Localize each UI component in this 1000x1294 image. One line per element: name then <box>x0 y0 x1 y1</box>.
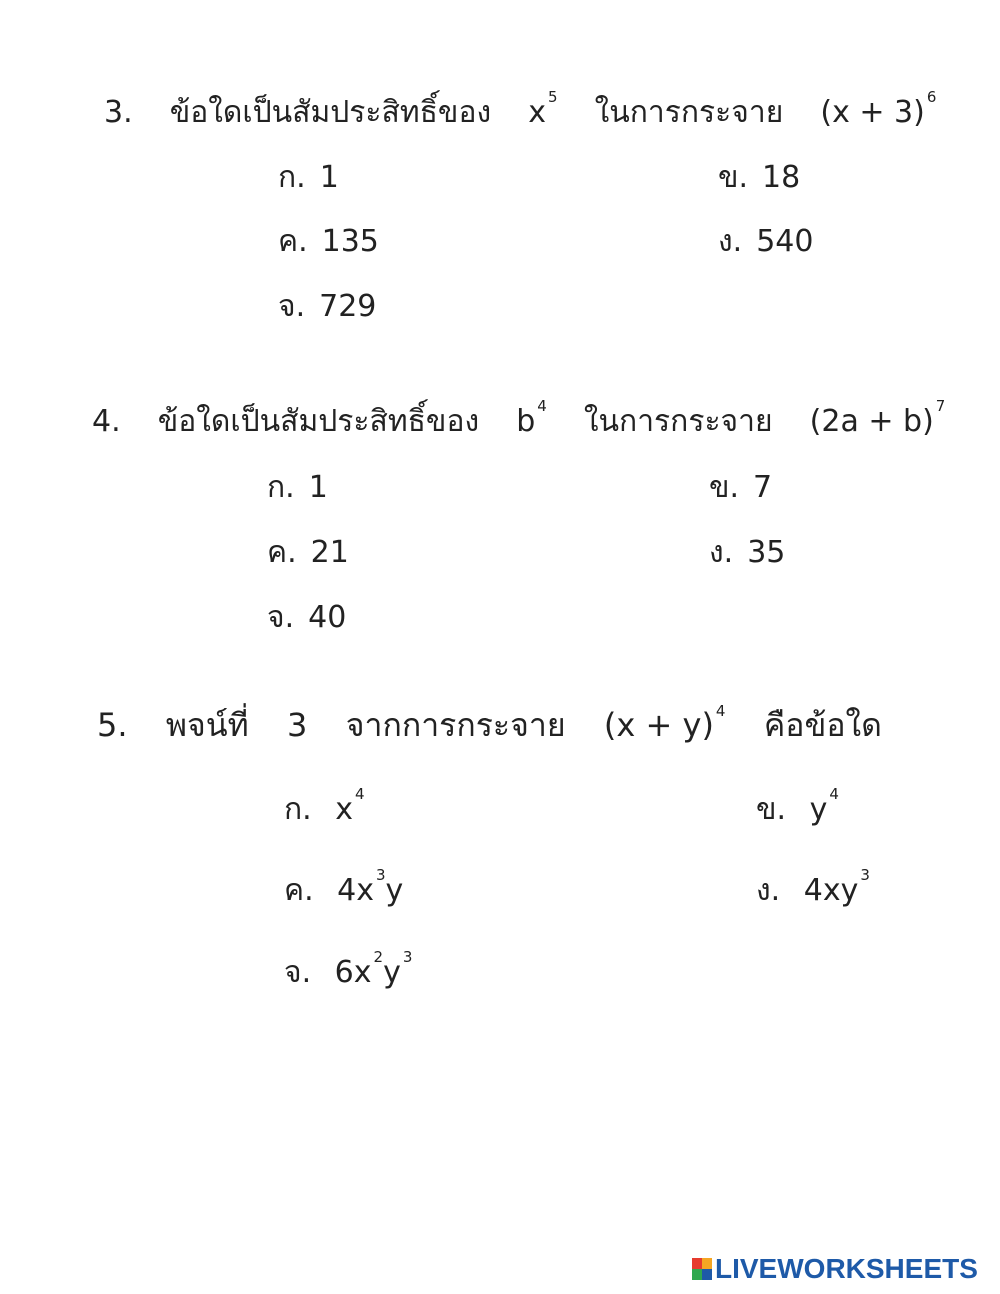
option-label: ข. <box>718 160 749 195</box>
option-exponent: 3 <box>402 948 413 966</box>
logo-square-blue <box>702 1269 712 1280</box>
option-b[interactable] <box>756 785 839 832</box>
expression: (x + 3) <box>820 95 925 130</box>
option-label: ข. <box>709 470 740 505</box>
question-3 <box>104 88 937 135</box>
option-value: 35 <box>747 535 786 570</box>
option-d[interactable] <box>756 866 870 913</box>
question-text: พจน์ที่ <box>165 706 249 744</box>
option-term: 4xy <box>803 873 859 908</box>
option-label: จ. <box>278 289 306 324</box>
option-term: y <box>809 792 828 827</box>
term-base: b <box>516 404 536 439</box>
term-exponent: 5 <box>547 88 558 106</box>
option-a[interactable] <box>267 470 328 506</box>
option-b[interactable] <box>709 470 772 506</box>
option-label: ก. <box>278 160 306 195</box>
option-term: 4x <box>337 873 374 908</box>
option-a[interactable] <box>284 785 365 832</box>
option-value: 7 <box>753 470 773 505</box>
question-number: 5. <box>97 706 128 744</box>
option-label: ค. <box>267 535 297 570</box>
option-value: 135 <box>321 224 379 259</box>
option-b[interactable] <box>718 160 800 196</box>
option-d[interactable] <box>709 535 785 571</box>
option-e[interactable] <box>284 948 413 995</box>
option-exponent: 4 <box>355 785 365 803</box>
option-value: 540 <box>756 224 814 259</box>
option-e[interactable] <box>267 600 346 636</box>
option-value: 1 <box>308 470 328 505</box>
option-exponent: 2 <box>373 948 384 966</box>
logo-square-green <box>692 1269 702 1280</box>
logo-icon <box>692 1258 712 1280</box>
option-label: ค. <box>278 224 308 259</box>
logo-text: LIVEWORKSHEETS <box>715 1253 978 1284</box>
question-text-middle: จากการกระจาย <box>345 706 566 744</box>
question-text: ข้อใดเป็นสัมประสิทธิ์ของ <box>169 95 492 130</box>
option-a[interactable] <box>278 160 339 196</box>
option-exponent: 3 <box>376 866 386 884</box>
option-value: 1 <box>319 160 339 195</box>
question-number: 4. <box>92 404 121 439</box>
expression-exponent: 4 <box>715 702 726 720</box>
option-c[interactable] <box>284 866 404 913</box>
option-term: x <box>335 792 354 827</box>
option-label: ง. <box>718 224 743 259</box>
option-value: 40 <box>308 600 347 635</box>
expression: (x + y) <box>603 706 714 744</box>
option-label: ง. <box>709 535 734 570</box>
option-term: y <box>383 955 401 990</box>
logo-square-orange <box>702 1258 712 1269</box>
option-c[interactable] <box>278 224 379 260</box>
logo-square-red <box>692 1258 702 1269</box>
question-5 <box>97 702 882 749</box>
question-text-after: คือข้อใด <box>763 706 882 744</box>
question-number: 3. <box>104 95 133 130</box>
option-c[interactable] <box>267 535 349 571</box>
option-label: ง. <box>756 873 781 908</box>
term-exponent: 4 <box>537 397 547 415</box>
option-value: 18 <box>762 160 801 195</box>
expression-exponent: 6 <box>926 88 937 106</box>
option-d[interactable] <box>718 224 813 260</box>
option-label: ค. <box>284 873 314 908</box>
option-e[interactable] <box>278 289 376 325</box>
option-term: y <box>385 873 404 908</box>
option-exponent: 4 <box>829 785 839 803</box>
expression-exponent: 7 <box>935 397 946 415</box>
question-text: ข้อใดเป็นสัมประสิทธิ์ของ <box>157 404 480 439</box>
option-term: 6x <box>334 955 372 990</box>
option-label: ก. <box>284 792 312 827</box>
option-label: ก. <box>267 470 295 505</box>
question-4 <box>92 397 946 444</box>
liveworksheets-logo <box>692 1252 978 1286</box>
question-text-middle: ในการกระจาย <box>583 404 773 439</box>
option-label: จ. <box>284 955 312 990</box>
option-value: 729 <box>319 289 377 324</box>
option-value: 21 <box>310 535 349 570</box>
option-label: จ. <box>267 600 295 635</box>
option-label: ข. <box>756 792 787 827</box>
term-base: x <box>528 95 546 130</box>
expression: (2a + b) <box>809 404 934 439</box>
option-exponent: 3 <box>860 866 870 884</box>
question-text-middle: ในการกระจาย <box>594 95 784 130</box>
term-number: 3 <box>287 706 308 744</box>
